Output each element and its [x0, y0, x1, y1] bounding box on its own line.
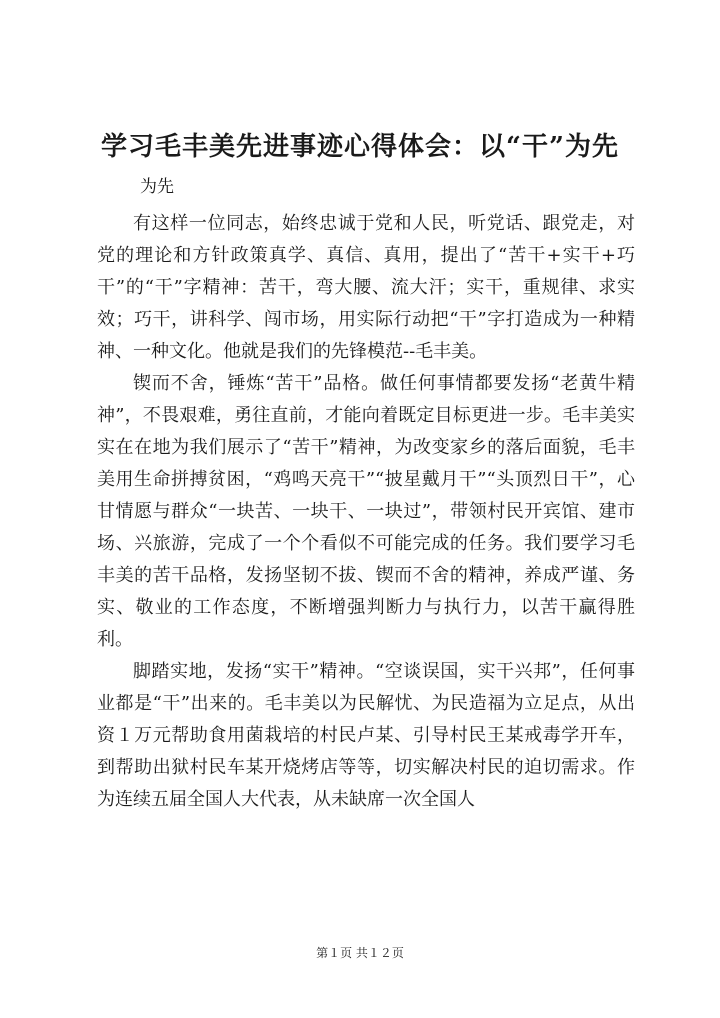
document-title: 学习毛丰美先进事迹心得体会：以“干”为先: [101, 132, 619, 162]
page-number-footer: 第１页 共１２页: [316, 946, 404, 960]
document-body: [97, 208, 635, 816]
document-subtitle: 为先: [140, 177, 174, 197]
paragraph-intro: 有这样一位同志，始终忠诚于党和人民，听党话、跟党走，对党的理论和方针政策真学、真信、真用，提出了“苦干+实干+巧干”的“干”字精神：苦干，弯大腰、流大汗；实干，重规律、求实效；巧干，讲科学、闯市场，用实际行动把“干”字打造成为一种精神、一种文化。他就是我们的先锋模范--毛丰美。: [97, 213, 635, 362]
paragraph-hard-work: 锲而不舍，锤炼“苦干”品格。做任何事情都要发扬“老黄牛精神”，不畏艰难，勇往直前，才能向着既定目标更进一步。毛丰美实实在在地为我们展示了“苦干”精神，为改变家乡的落后面貌，毛丰美用生命拼搏贫困，“鸡鸣天亮干”“披星戴月干”“头顶烈日干”，心甘情愿与群众“一块苦、一块干、一块过”，带领村民开宾馆、建市场、兴旅游，完成了一个个看似不可能完成的任务。我们要学习毛丰美的苦干品格，发扬坚韧不拔、锲而不舍的精神，养成严谨、务实、敬业的工作态度，不断增强判断力与执行力，以苦干赢得胜利。: [97, 373, 635, 650]
paragraph-practical-work: 脚踏实地，发扬“实干”精神。“空谈误国，实干兴邦”，任何事业都是“干”出来的。毛丰美以为民解忧、为民造福为立足点，从出资１万元帮助食用菌栽培的村民卢某、引导村民王某戒毒学开车，到帮助出狱村民车某开烧烤店等等，切实解决村民的迫切需求。作为连续五届全国人大代表，从未缺席一次全国人: [97, 661, 635, 810]
